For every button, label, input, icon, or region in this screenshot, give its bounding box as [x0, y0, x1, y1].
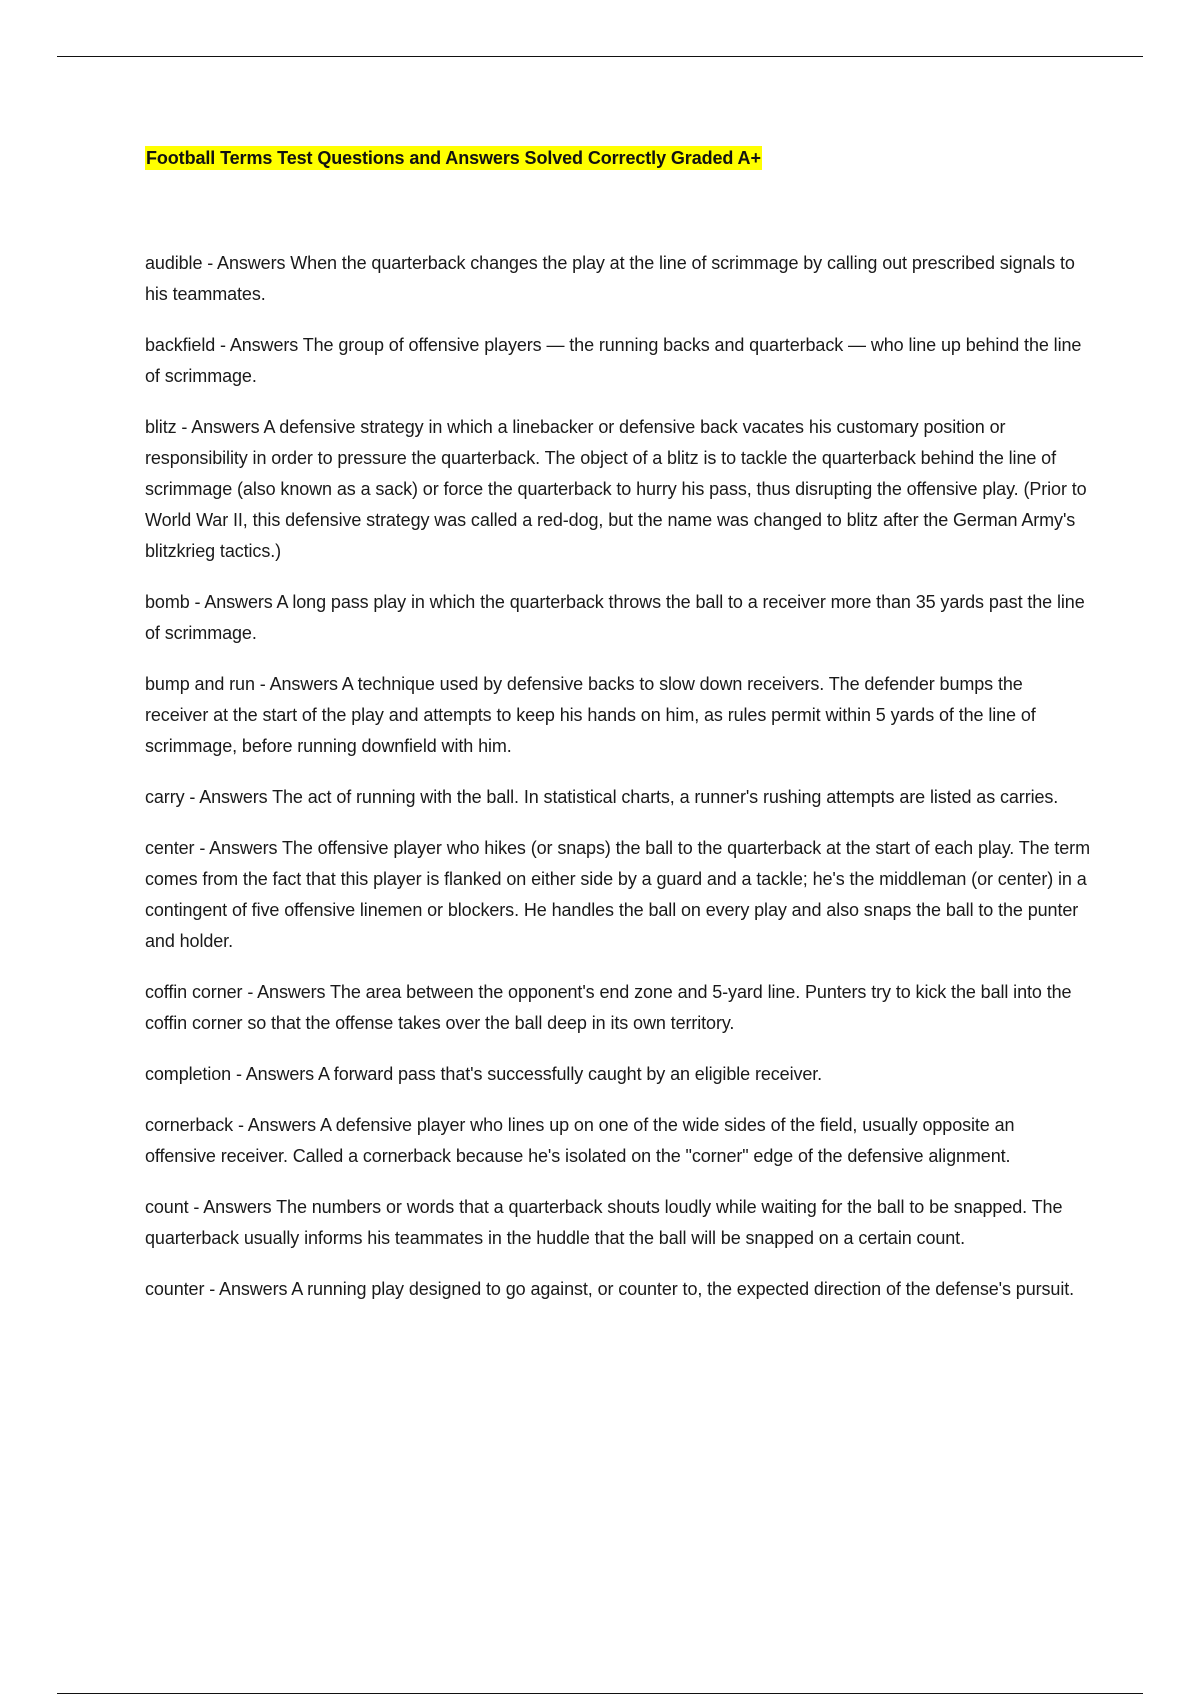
term-entry-bump-and-run: bump and run - Answers A technique used by defensive backs to slow down receivers. The defender bumps the receiver at the start of the play and attempts to keep his hands on him, as rules permit within 5 yards of the line of scrimmage, before running downfield with him. — [145, 674, 1036, 756]
term-entry-cornerback: cornerback - Answers A defensive player who lines up on one of the wide sides of the field, usually opposite an offensive receiver. Called a cornerback because he's isolated on the "corner" edge of the defensive alignment. — [145, 1115, 1015, 1166]
term-entry-blitz: blitz - Answers A defensive strategy in which a linebacker or defensive back vacates his customary position or responsibility in order to pressure the quarterback. The object of a blitz is to tackle the quarterback behind the line of scrimmage (also known as a sack) or force the quarterback to hurry his pass, thus disrupting the offensive play. (Prior to World War II, this defensive strategy was called a red-dog, but the name was changed to blitz after the German Army's blitzkrieg tactics.) — [145, 417, 1087, 561]
document-title: Football Terms Test Questions and Answers Solved Correctly Graded A+ — [146, 148, 761, 168]
term-list — [145, 248, 1090, 1325]
term-entry-backfield: backfield - Answers The group of offensive players — the running backs and quarterback — who line up behind the line of scrimmage. — [145, 335, 1082, 386]
term-entry-audible: audible - Answers When the quarterback changes the play at the line of scrimmage by calling out prescribed signals to his teammates. — [145, 253, 1075, 304]
term-entry-center: center - Answers The offensive player who hikes (or snaps) the ball to the quarterback at the start of each play. The term comes from the fact that this player is flanked on either side by a guard and a tackle; he's the middleman (or center) in a contingent of five offensive linemen or blockers. He handles the ball on every play and also snaps the ball to the punter and holder. — [145, 838, 1090, 951]
term-entry-counter: counter - Answers A running play designed to go against, or counter to, the expected direction of the defense's pursuit. — [145, 1279, 1075, 1299]
term-entry-carry: carry - Answers The act of running with the ball. In statistical charts, a runner's rushing attempts are listed as carries. — [145, 787, 1059, 807]
term-entry-completion: completion - Answers A forward pass that's successfully caught by an eligible receiver. — [145, 1064, 823, 1084]
term-entry-count: count - Answers The numbers or words that a quarterback shouts loudly while waiting for the ball to be snapped. The quarterback usually informs his teammates in the huddle that the ball will be snapped on a certain count. — [145, 1197, 1063, 1248]
term-entry-bomb: bomb - Answers A long pass play in which the quarterback throws the ball to a receiver more than 35 yards past the line of scrimmage. — [145, 592, 1085, 643]
term-entry-coffin-corner: coffin corner - Answers The area between the opponent's end zone and 5-yard line. Punters try to kick the ball into the coffin corner so that the offense takes over the ball deep in its own territory. — [145, 982, 1072, 1033]
header-rule — [57, 56, 1143, 57]
title-block — [145, 146, 762, 170]
footer-rule — [57, 1693, 1143, 1694]
